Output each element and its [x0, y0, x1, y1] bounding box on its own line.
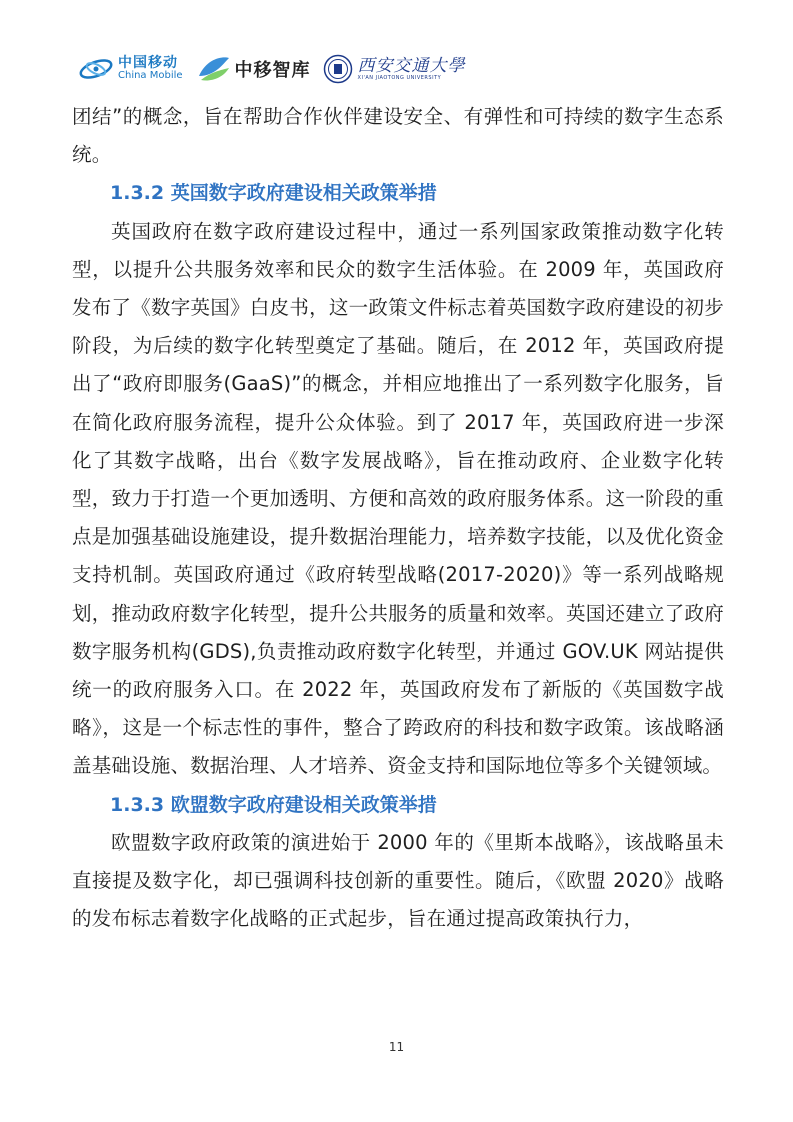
zhongyi-logo	[197, 54, 311, 84]
china-mobile-en: China Mobile	[118, 70, 183, 82]
xjtu-zh: 西安交通大學	[357, 55, 466, 76]
section-heading-1-3-2: 1.3.2 英国数字政府建设相关政策举措	[110, 182, 437, 205]
china-mobile-swirl-icon	[78, 54, 114, 84]
china-mobile-logo	[78, 54, 183, 84]
document-body	[72, 98, 724, 938]
paragraph-uk-policy: 英国政府在数字政府建设过程中，通过一系列国家政策推动数字化转型，以提升公共服务效率和民众的数字生活体验。在 2009 年，英国政府发布了《数字英国》白皮书，这一政策文件标志着英国数字政府建设的初步阶段，为后续的数字化转型奠定了基础。随后，在 2012 年，英国政府提出了“政府即服务(GaaS)”的概念，并相应地推出了一系列数字化服务，旨在简化政府服务流程，提升公众体验。到了 2017 年，英国政府进一步深化了其数字战略，出台《数字发展战略》，旨在推动政府、企业数字化转型，致力于打造一个更加透明、方便和高效的政府服务体系。这一阶段的重点是加强基础设施建设，提升数据治理能力，培养数字技能，以及优化资金支持机制。英国政府通过《政府转型战略(2017-2020)》等一系列战略规划，推动政府数字化转型，提升公共服务的质量和效率。英国还建立了政府数字服务机构(GDS),负责推动政府数字化转型，并通过 GOV.UK 网站提供统一的政府服务入口。在 2022 年，英国政府发布了新版的《英国数字战略》，这是一个标志性的事件，整合了跨政府的科技和数字政策。该战略涵盖基础设施、数据治理、人才培养、资金支持和国际地位等多个关键领域。	[72, 219, 724, 778]
section-heading-1-3-3: 1.3.3 欧盟数字政府建设相关政策举措	[110, 793, 437, 816]
page-header	[78, 44, 466, 94]
paragraph-continued: 团结”的概念，旨在帮助合作伙伴建设安全、有弹性和可持续的数字生态系统。	[72, 105, 724, 167]
paragraph-eu-policy: 欧盟数字政府政策的演进始于 2000 年的《里斯本战略》，该战略虽未直接提及数字化，却已强调科技创新的重要性。随后，《欧盟 2020》战略的发布标志着数字化战略的正式起步，旨在通过提高政策执行力，	[72, 830, 724, 931]
china-mobile-zh: 中国移动	[118, 55, 178, 72]
zhongyi-leaf-icon	[197, 54, 231, 84]
zhongyi-name: 中移智库	[234, 60, 311, 81]
xjtu-seal-icon	[323, 54, 353, 84]
xjtu-logo	[323, 54, 466, 84]
xjtu-en: XI'AN JIAOTONG UNIVERSITY	[357, 74, 442, 81]
page-number: 11	[388, 1040, 405, 1054]
